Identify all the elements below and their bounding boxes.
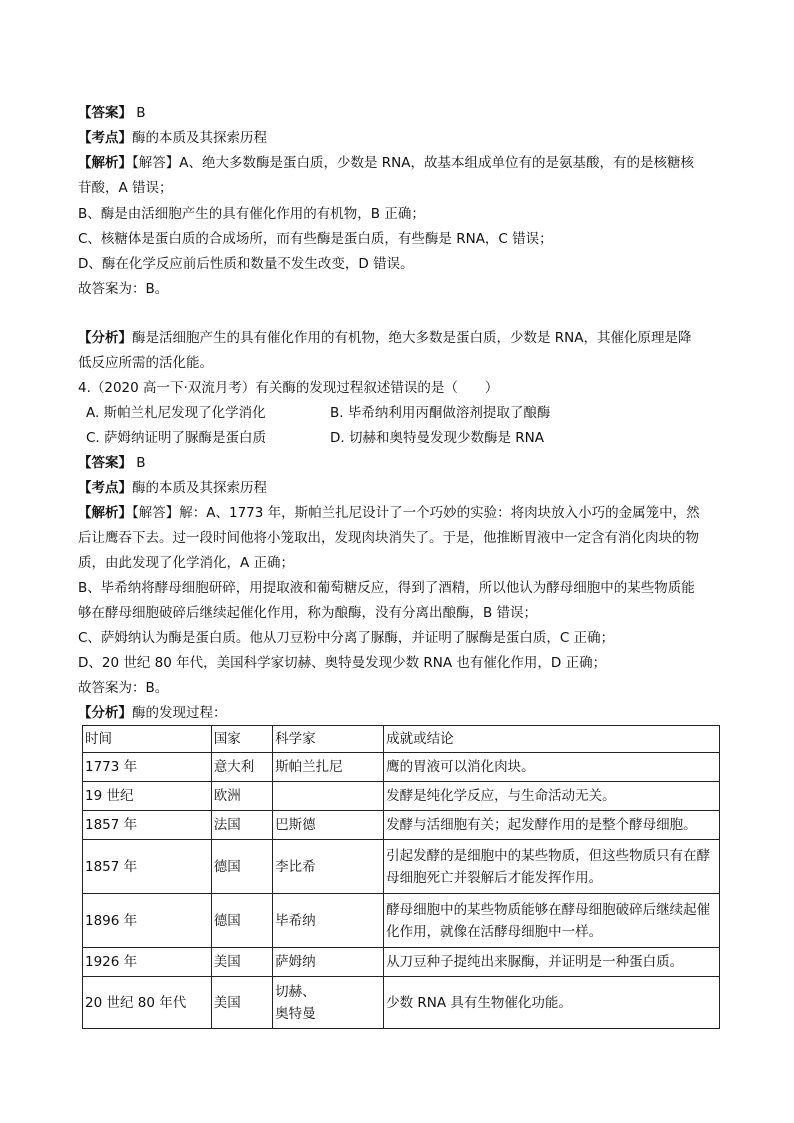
cell-country: 欧洲 bbox=[211, 782, 272, 811]
cell-conclusion: 从刀豆种子提纯出来脲酶，并证明是一种蛋白质。 bbox=[384, 948, 720, 977]
cell-scientist: 李比希 bbox=[273, 840, 384, 894]
q4-analysis-line-3: 质，由此发现了化学消化，A 正确； bbox=[78, 555, 295, 571]
cell-conclusion: 引起发酵的是细胞中的某些物质，但这些物质只有在酵母细胞死亡并裂解后才能发挥作用。 bbox=[384, 840, 720, 894]
cell-scientist: 切赫、 奥特曼 bbox=[273, 977, 384, 1029]
q3-fenxi-line-2: 低反应所需的活化能。 bbox=[78, 355, 213, 371]
answer-value: B bbox=[136, 105, 146, 121]
cell-scientist bbox=[273, 782, 384, 811]
cell-time: 1857 年 bbox=[83, 811, 212, 840]
cell-time: 20 世纪 80 年代 bbox=[83, 977, 212, 1029]
answer-label: 【答案】 bbox=[78, 455, 132, 471]
cell-country: 法国 bbox=[211, 811, 272, 840]
cell-conclusion: 酵母细胞中的某些物质能够在酵母细胞破碎后继续起催化作用，就像在活酵母细胞中一样。 bbox=[384, 894, 720, 948]
q3-analysis-line-4: C、核糖体是蛋白质的合成场所，而有些酶是蛋白质，有些酶是 RNA，C 错误； bbox=[78, 231, 553, 247]
cell-country: 美国 bbox=[211, 948, 272, 977]
q4-answer-summary: 故答案为：B。 bbox=[78, 680, 169, 696]
enzyme-discovery-table bbox=[82, 725, 720, 1029]
fenxi-label: 【分析】 bbox=[78, 705, 132, 721]
topic-label: 【考点】 bbox=[78, 130, 132, 146]
cell-country: 意大利 bbox=[211, 753, 272, 782]
analysis-text: 【解答】A、绝大多数酶是蛋白质，少数是 RNA，故基本组成单位有的是氨基酸，有的是核糖核 bbox=[132, 155, 694, 171]
q4-analysis-line-5: 够在酵母细胞破碎后继续起催化作用，称为酿酶，没有分离出酿酶，B 错误； bbox=[78, 605, 538, 621]
table-row bbox=[83, 948, 720, 977]
q3-fenxi-line-1 bbox=[78, 328, 692, 348]
table-row bbox=[83, 894, 720, 948]
q3-answer-summary: 故答案为：B。 bbox=[78, 281, 169, 297]
q4-option-a: A. 斯帕兰札尼发现了化学消化 bbox=[86, 405, 266, 421]
cell-time: 1926 年 bbox=[83, 948, 212, 977]
cell-country: 美国 bbox=[211, 977, 272, 1029]
cell-scientist: 毕希纳 bbox=[273, 894, 384, 948]
header-country: 国家 bbox=[211, 726, 272, 753]
q4-analysis-line-1 bbox=[78, 503, 700, 523]
fenxi-text: 酶是活细胞产生的具有催化作用的有机物，绝大多数是蛋白质，少数是 RNA，其催化原理是降 bbox=[132, 330, 692, 346]
table-header-row bbox=[83, 726, 720, 753]
q4-analysis-line-6: C、萨姆纳认为酶是蛋白质。他从刀豆粉中分离了脲酶，并证明了脲酶是蛋白质，C 正确； bbox=[78, 630, 615, 646]
table-row bbox=[83, 782, 720, 811]
analysis-text: 【解答】解：A、1773 年，斯帕兰扎尼设计了一个巧妙的实验：将肉块放入小巧的金属笼中，然 bbox=[132, 505, 700, 521]
q3-analysis-line-3: B、酶是由活细胞产生的具有催化作用的有机物，B 正确； bbox=[78, 206, 425, 222]
cell-conclusion: 少数 RNA 具有生物催化功能。 bbox=[384, 977, 720, 1029]
q4-analysis-line-4: B、毕希纳将酵母细胞研碎，用提取液和葡萄糖反应，得到了酒精，所以他认为酵母细胞中的某些物质能 bbox=[78, 580, 695, 596]
fenxi-label: 【分析】 bbox=[78, 330, 132, 346]
answer-label: 【答案】 bbox=[78, 105, 132, 121]
cell-conclusion: 发酵与活细胞有关；起发酵作用的是整个酵母细胞。 bbox=[384, 811, 720, 840]
table-row bbox=[83, 811, 720, 840]
cell-time: 19 世纪 bbox=[83, 782, 212, 811]
table-row bbox=[83, 840, 720, 894]
q4-option-b: B. 毕希纳利用丙酮做溶剂提取了酿酶 bbox=[330, 405, 551, 421]
cell-country: 德国 bbox=[211, 894, 272, 948]
q3-analysis-line-2: 苷酸，A 错误； bbox=[78, 180, 173, 196]
q4-option-d: D. 切赫和奥特曼发现少数酶是 RNA bbox=[330, 430, 544, 446]
q3-analysis-line-1 bbox=[78, 153, 694, 173]
q3-analysis-line-5: D、酶在化学反应前后性质和数量不发生改变，D 错误。 bbox=[78, 256, 414, 272]
cell-scientist: 斯帕兰扎尼 bbox=[273, 753, 384, 782]
header-scientist: 科学家 bbox=[273, 726, 384, 753]
header-time: 时间 bbox=[83, 726, 212, 753]
cell-conclusion: 发酵是纯化学反应，与生命活动无关。 bbox=[384, 782, 720, 811]
analysis-label: 【解析】 bbox=[78, 155, 132, 171]
topic-value: 酶的本质及其探索历程 bbox=[132, 130, 267, 146]
fenxi-text: 酶的发现过程： bbox=[132, 705, 227, 721]
q4-option-c: C. 萨姆纳证明了脲酶是蛋白质 bbox=[86, 430, 267, 446]
table-row bbox=[83, 977, 720, 1029]
q4-topic-line bbox=[78, 478, 267, 498]
cell-time: 1773 年 bbox=[83, 753, 212, 782]
cell-country: 德国 bbox=[211, 840, 272, 894]
header-conclusion: 成就或结论 bbox=[384, 726, 720, 753]
q4-analysis-line-7: D、20 世纪 80 年代，美国科学家切赫、奥特曼发现少数 RNA 也有催化作用，D 正确； bbox=[78, 655, 607, 671]
q4-answer-line bbox=[78, 453, 146, 473]
q4-analysis-line-2: 后让鹰吞下去。过一段时间他将小笼取出，发现肉块消失了。于是，他推断胃液中一定含有消化肉块的物 bbox=[78, 530, 699, 546]
q3-answer-line bbox=[78, 103, 146, 123]
answer-value: B bbox=[136, 455, 146, 471]
table-row bbox=[83, 753, 720, 782]
cell-scientist: 萨姆纳 bbox=[273, 948, 384, 977]
q4-fenxi-line bbox=[78, 703, 227, 723]
cell-time: 1896 年 bbox=[83, 894, 212, 948]
cell-time: 1857 年 bbox=[83, 840, 212, 894]
topic-value: 酶的本质及其探索历程 bbox=[132, 480, 267, 496]
analysis-label: 【解析】 bbox=[78, 505, 132, 521]
q4-question: 4.（2020 高一下·双流月考）有关酶的发现过程叙述错误的是（ ） bbox=[78, 380, 499, 396]
q3-topic-line bbox=[78, 128, 267, 148]
cell-scientist: 巴斯德 bbox=[273, 811, 384, 840]
topic-label: 【考点】 bbox=[78, 480, 132, 496]
cell-conclusion: 鹰的胃液可以消化肉块。 bbox=[384, 753, 720, 782]
